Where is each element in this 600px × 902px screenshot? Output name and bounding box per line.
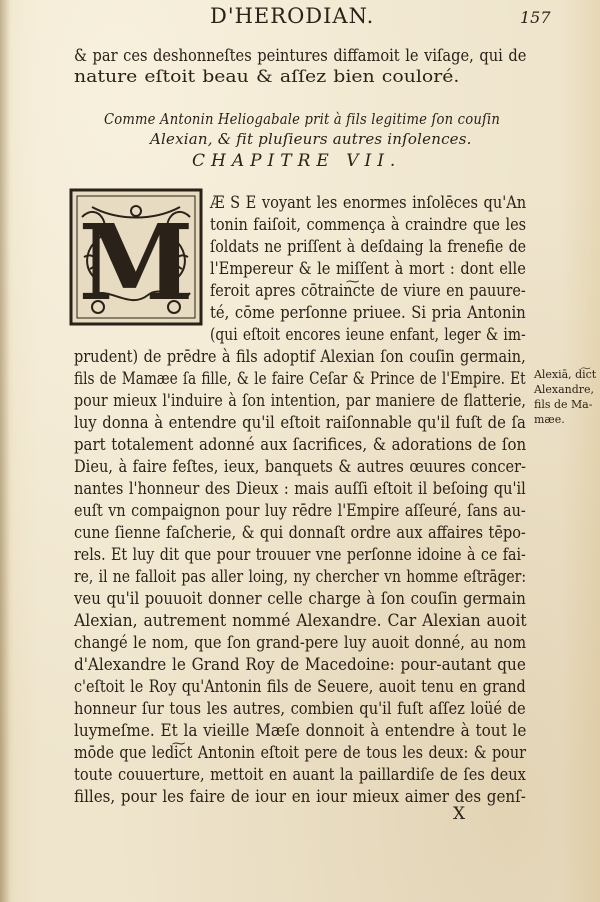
ornamental-dropcap bbox=[68, 187, 204, 327]
body-line-27: toute couuerture, mettoit en auant la paillardiſe de ſes deux bbox=[74, 765, 526, 784]
body-line-13: Dieu, à faire feſtes, ieux, banquets & autres œuures concer- bbox=[74, 457, 526, 476]
body-line-15: euſt vn compaignon pour luy rēdre l'Empire aſſeuré, ſans au- bbox=[74, 501, 526, 520]
dropcap-ornament-icon bbox=[68, 187, 204, 327]
margin-note-line-3: fils de Ma- bbox=[534, 397, 593, 411]
chapter-heading-line-1: Comme Antonin Heliogabale prit à fils legitime ſon couſin bbox=[104, 110, 501, 128]
top-line-2: nature eſtoit beau & aſſez bien couloré. bbox=[74, 67, 460, 86]
body-line-11: luy donna à entendre qu'il eſtoit raiſonnable qu'il fuſt de ſa bbox=[74, 413, 526, 432]
body-line-10: pour mieux l'induire à ſon intention, par maniere de flatterie, bbox=[74, 391, 526, 410]
body-line-6: té, cōme perſonne priuee. Si pria Antonin bbox=[210, 303, 526, 322]
chapter-number: CHAPITRE VII. bbox=[192, 151, 402, 171]
body-line-20: Alexian, autrement nommé Alexandre. Car Alexian auoit bbox=[74, 611, 527, 630]
body-line-22: d'Alexandre le Grand Roy de Macedoine: pour-autant que bbox=[74, 655, 526, 674]
running-title: D'HERODIAN. bbox=[210, 4, 375, 28]
body-line-5: feroit apres cōtrain͠cte de viure en pauure- bbox=[210, 281, 526, 300]
body-line-24: honneur ſur tous les autres, combien qu'il fuſt aſſez loüé de bbox=[74, 699, 526, 718]
margin-note-line-2: Alexandre, bbox=[534, 382, 594, 396]
margin-note-line-4: mæe. bbox=[534, 412, 565, 426]
body-line-12: part totalement adonné aux ſacrifices, & adorations de ſon bbox=[74, 435, 527, 454]
body-line-18: re, il ne falloit pas aller loing, ny chercher vn homme eſtrāger: bbox=[74, 567, 527, 586]
body-line-16: cune ſienne faſcherie, & qui donnaſt ordre aux affaires tēpo- bbox=[74, 523, 526, 542]
dropcap-letter: M bbox=[78, 201, 194, 324]
body-line-3: ſoldats ne priſſent à deſdaing la frenefie de bbox=[210, 237, 527, 256]
body-line-8: prudent) de prēdre à fils adoptif Alexian ſon couſin germain, bbox=[74, 347, 526, 366]
body-line-23: c'eſtoit le Roy qu'Antonin fils de Seuere, auoit tenu en grand bbox=[74, 677, 526, 696]
page-number: 157 bbox=[520, 8, 551, 27]
margin-note bbox=[534, 367, 596, 427]
body-line-25: luymeſme. Et la vieille Mæſe donnoit à entendre à tout le bbox=[74, 721, 527, 740]
body-line-28: filles, pour les faire de iour en iour mieux aimer des genſ- bbox=[74, 787, 526, 806]
body-line-17: rels. Et luy dit que pour trouuer vne perſonne idoine à ce fai- bbox=[74, 545, 526, 564]
body-line-1: Æ S E voyant les enormes inſolēces qu'An bbox=[210, 193, 527, 212]
body-line-26: mōde que ledi͠ct Antonin eſtoit pere de tous les deux: & pour bbox=[74, 743, 526, 762]
body-line-2: tonin faiſoit, commença à craindre que les bbox=[210, 215, 527, 234]
body-line-21: changé le nom, que ſon grand-pere luy auoit donné, au nom bbox=[74, 633, 527, 652]
page-gutter-shadow bbox=[0, 0, 10, 902]
margin-note-line-1: Alexiā, di͠ct bbox=[534, 367, 597, 381]
body-line-19: veu qu'il pouuoit donner celle charge à ſon couſin germain bbox=[74, 589, 526, 608]
top-line-1: & par ces deshonneſtes peintures diffamoit le viſage, qui de bbox=[74, 46, 527, 65]
chapter-heading-line-2: Alexian, & fit pluſieurs autres inſolences. bbox=[150, 130, 472, 148]
body-line-7: (qui eſtoit encores ieune enfant, leger & im- bbox=[210, 325, 526, 344]
body-line-4: l'Empereur & le miſſent à mort : dont elle bbox=[210, 259, 526, 278]
body-line-9: fils de Mamæe ſa fille, & le faire Ceſar & Prince de l'Empire. Et bbox=[74, 369, 526, 388]
body-line-14: nantes l'honneur des Dieux : mais auſſi eſtoit il beſoing qu'il bbox=[74, 479, 526, 498]
signature-mark: X bbox=[453, 804, 467, 824]
